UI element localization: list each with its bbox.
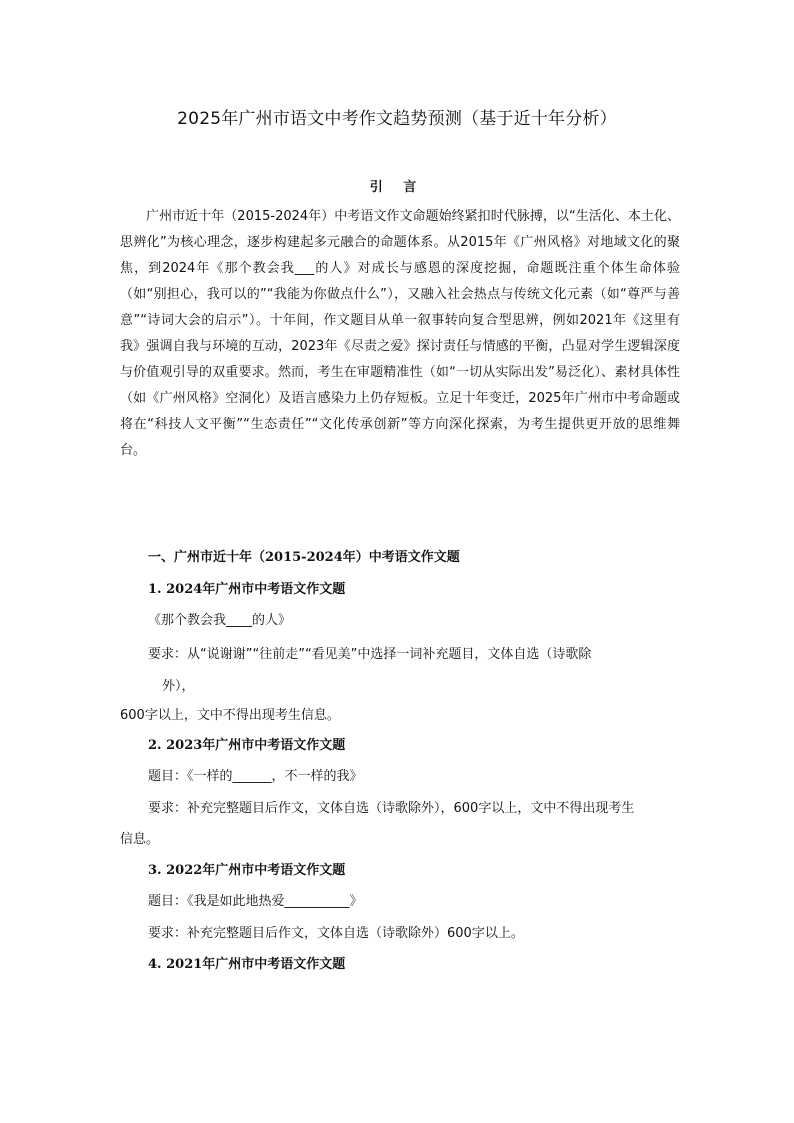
item-requirement-2022: 要求：补充完整题目后作文，文体自选（诗歌除外）600字以上。: [148, 926, 524, 941]
section-heading: 一、广州市近十年（2015-2024年）中考语文作文题: [148, 550, 460, 565]
item-requirement-2023-line2: 信息。: [120, 832, 160, 847]
item-requirement-2024-line2: 外），: [162, 679, 195, 694]
intro-paragraph-text: 广州市近十年（2015-2024年）中考语文作文命题始终紧扣时代脉搏，以“生活化、本土化、思辨化”为核心理念，逐步构建起多元融合的命题体系。从2015年《广州风格》对地域文化的聚焦，到2024年《那个教会我___的人》对成长与感恩的深度挖掘，命题既注重个体生命体验（如“别担心，我可以的”“我能为你做点什么”），又融入社会热点与传统文化元素（如“尊严与善意”“诗词大会的启示”）。十年间，作文题目从单一叙事转向复合型思辨，例如2021年《这里有我》强调自我与环境的互动，2023年《尽责之爱》探讨责任与情感的平衡，凸显对学生逻辑深度与价值观引导的双重要求。然而，考生在审题精准性（如“一切从实际出发”易泛化）、素材具体性（如《广州风格》空洞化）及语言感染力上仍存短板。立足十年变迁，2025年广州市中考命题或将在“科技人文平衡”“生态责任”“文化传承创新”等方向深化探索，为考生提供更开放的思维舞台。: [120, 209, 680, 458]
item-topic-2024: 《那个教会我____的人》: [148, 613, 292, 628]
item-heading-2022: 3. 2022年广州市中考语文作文题: [148, 863, 346, 878]
document-title: 2025年广州市语文中考作文趋势预测（基于近十年分析）: [177, 109, 617, 129]
intro-paragraph: [120, 204, 680, 464]
item-requirement-2023-line1: 要求：补充完整题目后作文，文体自选（诗歌除外），600字以上，文中不得出现考生: [148, 801, 635, 816]
item-heading-2024: 1. 2024年广州市中考语文作文题: [148, 582, 346, 597]
item-requirement-2024-line3: 600字以上，文中不得出现考生信息。: [120, 708, 340, 723]
item-heading-2021: 4. 2021年广州市中考语文作文题: [148, 957, 346, 972]
intro-heading: 引 言: [369, 180, 425, 195]
item-requirement-2024-line1: 要求：从“说谢谢”“往前走”“看见美”中选择一词补充题目，文体自选（诗歌除: [148, 647, 592, 662]
item-topic-2023: 题目：《一样的______，不一样的我》: [148, 769, 363, 784]
item-heading-2023: 2. 2023年广州市中考语文作文题: [148, 738, 346, 753]
item-topic-2022: 题目：《我是如此地热爱__________》: [148, 894, 363, 909]
